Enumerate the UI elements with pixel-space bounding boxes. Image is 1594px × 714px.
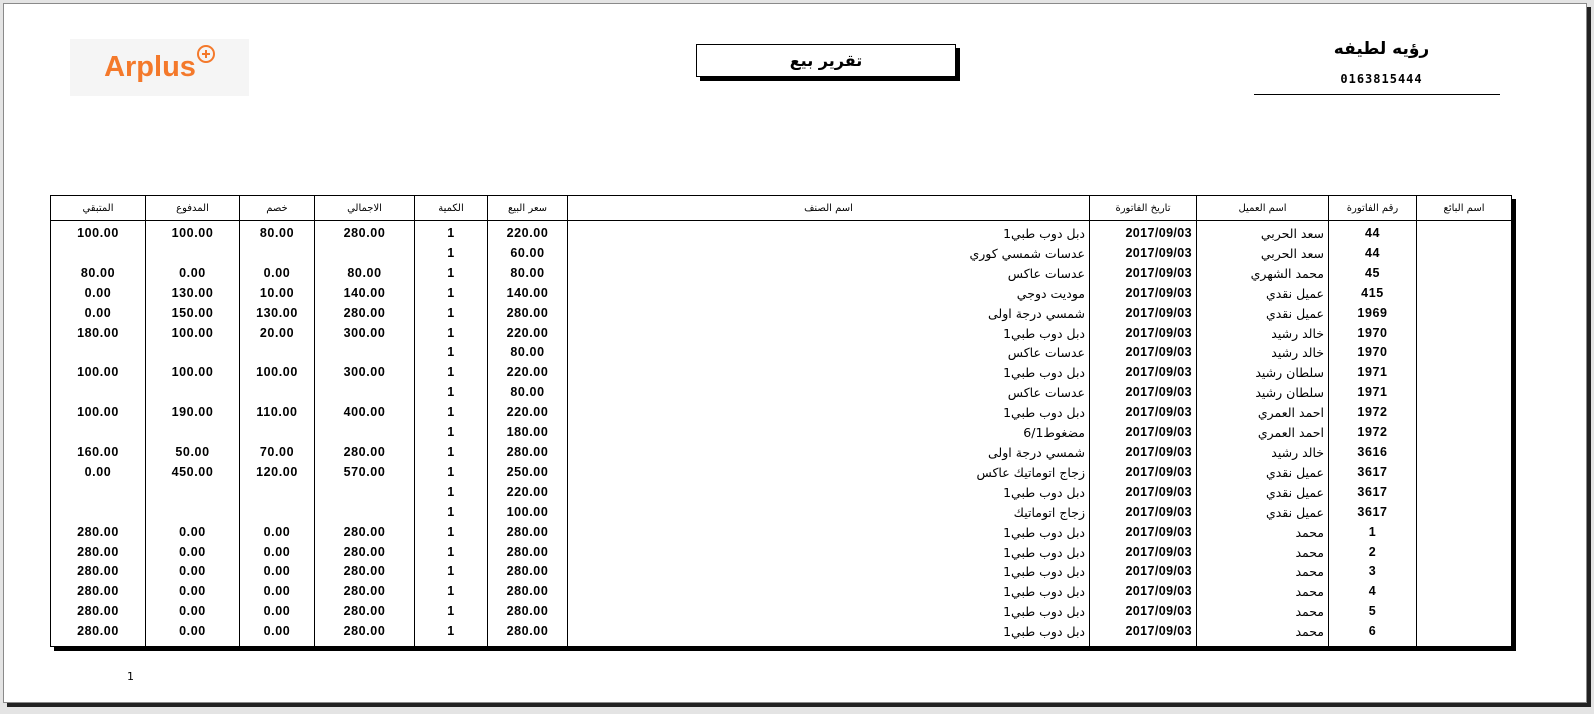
table-row: [51, 622, 1512, 646]
cell-paid: 100.00: [146, 363, 240, 383]
cell-remaining: 100.00: [51, 403, 146, 423]
cell-price: 80.00: [488, 343, 568, 363]
cell-seller: [1417, 423, 1512, 443]
cell-remaining: 280.00: [51, 622, 146, 646]
cell-invoice: 3616: [1329, 443, 1417, 463]
cell-invoice: 4: [1329, 582, 1417, 602]
cell-item: عدسات شمسي كوري: [568, 244, 1090, 264]
cell-paid: 450.00: [146, 463, 240, 483]
cell-item: دبل دوب طبي1: [568, 523, 1090, 543]
cell-item: موديت دوجي: [568, 284, 1090, 304]
table-row: [51, 284, 1512, 304]
cell-paid: 0.00: [146, 543, 240, 563]
cell-seller: [1417, 324, 1512, 344]
cell-invoice: 1969: [1329, 304, 1417, 324]
cell-invoice: 3617: [1329, 483, 1417, 503]
cell-qty: 1: [415, 503, 488, 523]
cell-customer: احمد العمري: [1197, 423, 1329, 443]
cell-remaining: 280.00: [51, 562, 146, 582]
cell-invoice: 415: [1329, 284, 1417, 304]
cell-customer: خالد رشيد: [1197, 443, 1329, 463]
cell-qty: 1: [415, 264, 488, 284]
cell-qty: 1: [415, 304, 488, 324]
cell-discount: [240, 503, 315, 523]
cell-qty: 1: [415, 463, 488, 483]
cell-seller: [1417, 562, 1512, 582]
cell-paid: 150.00: [146, 304, 240, 324]
cell-qty: 1: [415, 324, 488, 344]
cell-total: 280.00: [315, 602, 415, 622]
cell-remaining: 180.00: [51, 324, 146, 344]
cell-invoice: 1972: [1329, 403, 1417, 423]
cell-qty: 1: [415, 523, 488, 543]
cell-item: مضغوط6/1: [568, 423, 1090, 443]
table-row: [51, 602, 1512, 622]
cell-qty: 1: [415, 582, 488, 602]
cell-qty: 1: [415, 403, 488, 423]
cell-seller: [1417, 284, 1512, 304]
cell-total: 280.00: [315, 562, 415, 582]
cell-invoice: 1970: [1329, 343, 1417, 363]
cell-date: 2017/09/03: [1090, 463, 1197, 483]
cell-item: دبل دوب طبي1: [568, 363, 1090, 383]
cell-seller: [1417, 602, 1512, 622]
cell-customer: احمد العمري: [1197, 403, 1329, 423]
cell-price: 280.00: [488, 443, 568, 463]
cell-item: دبل دوب طبي1: [568, 403, 1090, 423]
cell-paid: 0.00: [146, 622, 240, 646]
table-row: [51, 324, 1512, 344]
cell-invoice: 1971: [1329, 383, 1417, 403]
cell-invoice: 44: [1329, 221, 1417, 244]
cell-qty: 1: [415, 244, 488, 264]
cell-remaining: [51, 423, 146, 443]
cell-qty: 1: [415, 363, 488, 383]
cell-invoice: 1971: [1329, 363, 1417, 383]
cell-item: دبل دوب طبي1: [568, 602, 1090, 622]
cell-price: 220.00: [488, 221, 568, 244]
cell-remaining: 280.00: [51, 543, 146, 563]
cell-item: زجاج اتوماتيك عاكس: [568, 463, 1090, 483]
cell-invoice: 2: [1329, 543, 1417, 563]
cell-remaining: [51, 244, 146, 264]
cell-customer: خالد رشيد: [1197, 324, 1329, 344]
cell-seller: [1417, 483, 1512, 503]
cell-price: 140.00: [488, 284, 568, 304]
cell-paid: [146, 423, 240, 443]
cell-price: 220.00: [488, 483, 568, 503]
table-row: [51, 443, 1512, 463]
cell-qty: 1: [415, 622, 488, 646]
cell-total: [315, 343, 415, 363]
cell-discount: [240, 343, 315, 363]
report-page: [3, 3, 1587, 703]
cell-seller: [1417, 343, 1512, 363]
cell-customer: محمد: [1197, 602, 1329, 622]
cell-item: دبل دوب طبي1: [568, 483, 1090, 503]
cell-discount: 70.00: [240, 443, 315, 463]
cell-seller: [1417, 582, 1512, 602]
cell-remaining: 0.00: [51, 284, 146, 304]
cell-seller: [1417, 363, 1512, 383]
cell-date: 2017/09/03: [1090, 562, 1197, 582]
cell-item: دبل دوب طبي1: [568, 562, 1090, 582]
cell-price: 220.00: [488, 324, 568, 344]
cell-date: 2017/09/03: [1090, 622, 1197, 646]
cell-seller: [1417, 383, 1512, 403]
cell-remaining: [51, 503, 146, 523]
table-row: [51, 403, 1512, 423]
cell-remaining: 80.00: [51, 264, 146, 284]
cell-total: [315, 244, 415, 264]
cell-paid: [146, 244, 240, 264]
cell-price: 280.00: [488, 622, 568, 646]
cell-total: [315, 423, 415, 443]
cell-date: 2017/09/03: [1090, 383, 1197, 403]
cell-qty: 1: [415, 562, 488, 582]
cell-seller: [1417, 523, 1512, 543]
cell-invoice: 3617: [1329, 463, 1417, 483]
cell-discount: 0.00: [240, 543, 315, 563]
cell-discount: 80.00: [240, 221, 315, 244]
cell-total: 280.00: [315, 622, 415, 646]
cell-paid: [146, 343, 240, 363]
cell-price: 100.00: [488, 503, 568, 523]
column-header-seller-name: اسم البائع: [1417, 196, 1512, 221]
cell-date: 2017/09/03: [1090, 221, 1197, 244]
table-row: [51, 264, 1512, 284]
cell-date: 2017/09/03: [1090, 264, 1197, 284]
cell-discount: [240, 244, 315, 264]
cell-item: دبل دوب طبي1: [568, 622, 1090, 646]
cell-customer: خالد رشيد: [1197, 343, 1329, 363]
cell-paid: 50.00: [146, 443, 240, 463]
table-row: [51, 244, 1512, 264]
cell-date: 2017/09/03: [1090, 523, 1197, 543]
cell-invoice: 45: [1329, 264, 1417, 284]
column-header-invoice-number: رقم الفاتورة: [1329, 196, 1417, 221]
cell-seller: [1417, 503, 1512, 523]
table-row: [51, 503, 1512, 523]
cell-item: دبل دوب طبي1: [568, 221, 1090, 244]
column-header-paid: المدفوع: [146, 196, 240, 221]
cell-invoice: 3: [1329, 562, 1417, 582]
cell-paid: [146, 483, 240, 503]
cell-total: 80.00: [315, 264, 415, 284]
cell-paid: 0.00: [146, 582, 240, 602]
cell-paid: 0.00: [146, 562, 240, 582]
cell-paid: 0.00: [146, 264, 240, 284]
cell-item: دبل دوب طبي1: [568, 582, 1090, 602]
cell-customer: محمد: [1197, 622, 1329, 646]
cell-discount: 0.00: [240, 562, 315, 582]
cell-paid: [146, 503, 240, 523]
table-row: [51, 582, 1512, 602]
cell-customer: عميل نقدي: [1197, 483, 1329, 503]
cell-remaining: 280.00: [51, 602, 146, 622]
cell-item: عدسات عاكس: [568, 383, 1090, 403]
cell-seller: [1417, 304, 1512, 324]
cell-total: 280.00: [315, 304, 415, 324]
cell-invoice: 44: [1329, 244, 1417, 264]
cell-invoice: 1970: [1329, 324, 1417, 344]
cell-qty: 1: [415, 343, 488, 363]
cell-seller: [1417, 244, 1512, 264]
cell-total: 280.00: [315, 221, 415, 244]
column-header-total: الاجمالي: [315, 196, 415, 221]
cell-price: 250.00: [488, 463, 568, 483]
cell-qty: 1: [415, 284, 488, 304]
table-row: [51, 363, 1512, 383]
cell-discount: 100.00: [240, 363, 315, 383]
cell-total: [315, 383, 415, 403]
cell-paid: 130.00: [146, 284, 240, 304]
cell-date: 2017/09/03: [1090, 343, 1197, 363]
cell-price: 220.00: [488, 363, 568, 383]
cell-date: 2017/09/03: [1090, 304, 1197, 324]
cell-discount: 10.00: [240, 284, 315, 304]
cell-paid: 0.00: [146, 602, 240, 622]
cell-remaining: [51, 383, 146, 403]
cell-date: 2017/09/03: [1090, 324, 1197, 344]
cell-seller: [1417, 264, 1512, 284]
cell-discount: 0.00: [240, 523, 315, 543]
cell-customer: عميل نقدي: [1197, 503, 1329, 523]
cell-price: 220.00: [488, 403, 568, 423]
company-phone: 0163815444: [1340, 72, 1423, 86]
cell-invoice: 1: [1329, 523, 1417, 543]
column-header-item-name: اسم الصنف: [568, 196, 1090, 221]
cell-total: 300.00: [315, 363, 415, 383]
cell-discount: [240, 483, 315, 503]
cell-qty: 1: [415, 423, 488, 443]
page-number: 1: [127, 670, 134, 683]
cell-qty: 1: [415, 221, 488, 244]
table-row: [51, 304, 1512, 324]
report-title: تقرير بيع: [696, 44, 956, 77]
table-body: [51, 221, 1512, 647]
cell-seller: [1417, 543, 1512, 563]
cell-seller: [1417, 463, 1512, 483]
cell-customer: محمد: [1197, 543, 1329, 563]
cell-qty: 1: [415, 543, 488, 563]
cell-total: 300.00: [315, 324, 415, 344]
table-row: [51, 221, 1512, 244]
cell-discount: 130.00: [240, 304, 315, 324]
cell-customer: سلطان رشيد: [1197, 383, 1329, 403]
cell-qty: 1: [415, 483, 488, 503]
cell-item: شمسي درجة اولى: [568, 304, 1090, 324]
cell-paid: 190.00: [146, 403, 240, 423]
cell-total: 140.00: [315, 284, 415, 304]
cell-customer: محمد الشهري: [1197, 264, 1329, 284]
column-header-remaining: المتبقي: [51, 196, 146, 221]
header-divider: [1254, 94, 1500, 95]
cell-remaining: 100.00: [51, 221, 146, 244]
table-row: [51, 463, 1512, 483]
cell-date: 2017/09/03: [1090, 543, 1197, 563]
cell-customer: عميل نقدي: [1197, 463, 1329, 483]
table-row: [51, 562, 1512, 582]
cell-date: 2017/09/03: [1090, 483, 1197, 503]
cell-total: 400.00: [315, 403, 415, 423]
cell-total: 570.00: [315, 463, 415, 483]
cell-price: 80.00: [488, 264, 568, 284]
cell-total: [315, 483, 415, 503]
cell-remaining: 160.00: [51, 443, 146, 463]
cell-item: عدسات عاكس: [568, 264, 1090, 284]
cell-remaining: 280.00: [51, 523, 146, 543]
cell-price: 280.00: [488, 582, 568, 602]
sales-report-table: [50, 195, 1512, 647]
table-row: [51, 383, 1512, 403]
cell-discount: [240, 423, 315, 443]
cell-item: زجاج اتوماتيك: [568, 503, 1090, 523]
cell-qty: 1: [415, 443, 488, 463]
cell-remaining: 0.00: [51, 463, 146, 483]
cell-invoice: 1972: [1329, 423, 1417, 443]
cell-paid: 100.00: [146, 324, 240, 344]
column-header-sale-price: سعر البيع: [488, 196, 568, 221]
cell-customer: سلطان رشيد: [1197, 363, 1329, 383]
column-header-customer-name: اسم العميل: [1197, 196, 1329, 221]
cell-price: 180.00: [488, 423, 568, 443]
cell-qty: 1: [415, 383, 488, 403]
cell-date: 2017/09/03: [1090, 403, 1197, 423]
cell-date: 2017/09/03: [1090, 284, 1197, 304]
cell-price: 280.00: [488, 523, 568, 543]
cell-paid: [146, 383, 240, 403]
cell-total: 280.00: [315, 543, 415, 563]
cell-invoice: 6: [1329, 622, 1417, 646]
cell-customer: عميل نقدي: [1197, 304, 1329, 324]
cell-customer: عميل نقدي: [1197, 284, 1329, 304]
cell-remaining: 0.00: [51, 304, 146, 324]
cell-discount: 110.00: [240, 403, 315, 423]
cell-customer: محمد: [1197, 523, 1329, 543]
cell-date: 2017/09/03: [1090, 443, 1197, 463]
cell-customer: سعد الحربي: [1197, 221, 1329, 244]
table-row: [51, 483, 1512, 503]
cell-discount: 0.00: [240, 264, 315, 284]
cell-invoice: 3617: [1329, 503, 1417, 523]
cell-seller: [1417, 221, 1512, 244]
cell-seller: [1417, 403, 1512, 423]
cell-price: 280.00: [488, 562, 568, 582]
cell-remaining: 100.00: [51, 363, 146, 383]
cell-customer: محمد: [1197, 562, 1329, 582]
cell-item: عدسات عاكس: [568, 343, 1090, 363]
cell-date: 2017/09/03: [1090, 244, 1197, 264]
cell-price: 60.00: [488, 244, 568, 264]
cell-customer: محمد: [1197, 582, 1329, 602]
plus-circle-icon: [197, 45, 215, 63]
logo-text: Arplus: [104, 51, 196, 83]
cell-item: دبل دوب طبي1: [568, 324, 1090, 344]
cell-price: 280.00: [488, 543, 568, 563]
cell-paid: 0.00: [146, 523, 240, 543]
cell-discount: 0.00: [240, 602, 315, 622]
cell-total: 280.00: [315, 523, 415, 543]
cell-item: دبل دوب طبي1: [568, 543, 1090, 563]
cell-date: 2017/09/03: [1090, 503, 1197, 523]
table-row: [51, 543, 1512, 563]
cell-total: 280.00: [315, 582, 415, 602]
cell-discount: 120.00: [240, 463, 315, 483]
cell-date: 2017/09/03: [1090, 363, 1197, 383]
cell-remaining: 280.00: [51, 582, 146, 602]
column-header-quantity: الكمية: [415, 196, 488, 221]
cell-price: 280.00: [488, 304, 568, 324]
cell-date: 2017/09/03: [1090, 582, 1197, 602]
cell-discount: 0.00: [240, 582, 315, 602]
cell-remaining: [51, 343, 146, 363]
cell-paid: 100.00: [146, 221, 240, 244]
column-header-invoice-date: تاريخ الفاتورة: [1090, 196, 1197, 221]
cell-date: 2017/09/03: [1090, 423, 1197, 443]
cell-total: [315, 503, 415, 523]
cell-total: 280.00: [315, 443, 415, 463]
table-row: [51, 423, 1512, 443]
cell-seller: [1417, 622, 1512, 646]
cell-discount: [240, 383, 315, 403]
cell-remaining: [51, 483, 146, 503]
cell-price: 280.00: [488, 602, 568, 622]
column-header-discount: خصم: [240, 196, 315, 221]
cell-customer: سعد الحربي: [1197, 244, 1329, 264]
cell-item: شمسي درجة اولى: [568, 443, 1090, 463]
table-row: [51, 343, 1512, 363]
table-header-row: [51, 196, 1512, 221]
cell-date: 2017/09/03: [1090, 602, 1197, 622]
cell-discount: 20.00: [240, 324, 315, 344]
cell-seller: [1417, 443, 1512, 463]
company-name: رؤيه لطيفه: [1333, 39, 1430, 59]
table-row: [51, 523, 1512, 543]
cell-discount: 0.00: [240, 622, 315, 646]
cell-price: 80.00: [488, 383, 568, 403]
cell-qty: 1: [415, 602, 488, 622]
company-logo: [70, 39, 249, 96]
cell-invoice: 5: [1329, 602, 1417, 622]
